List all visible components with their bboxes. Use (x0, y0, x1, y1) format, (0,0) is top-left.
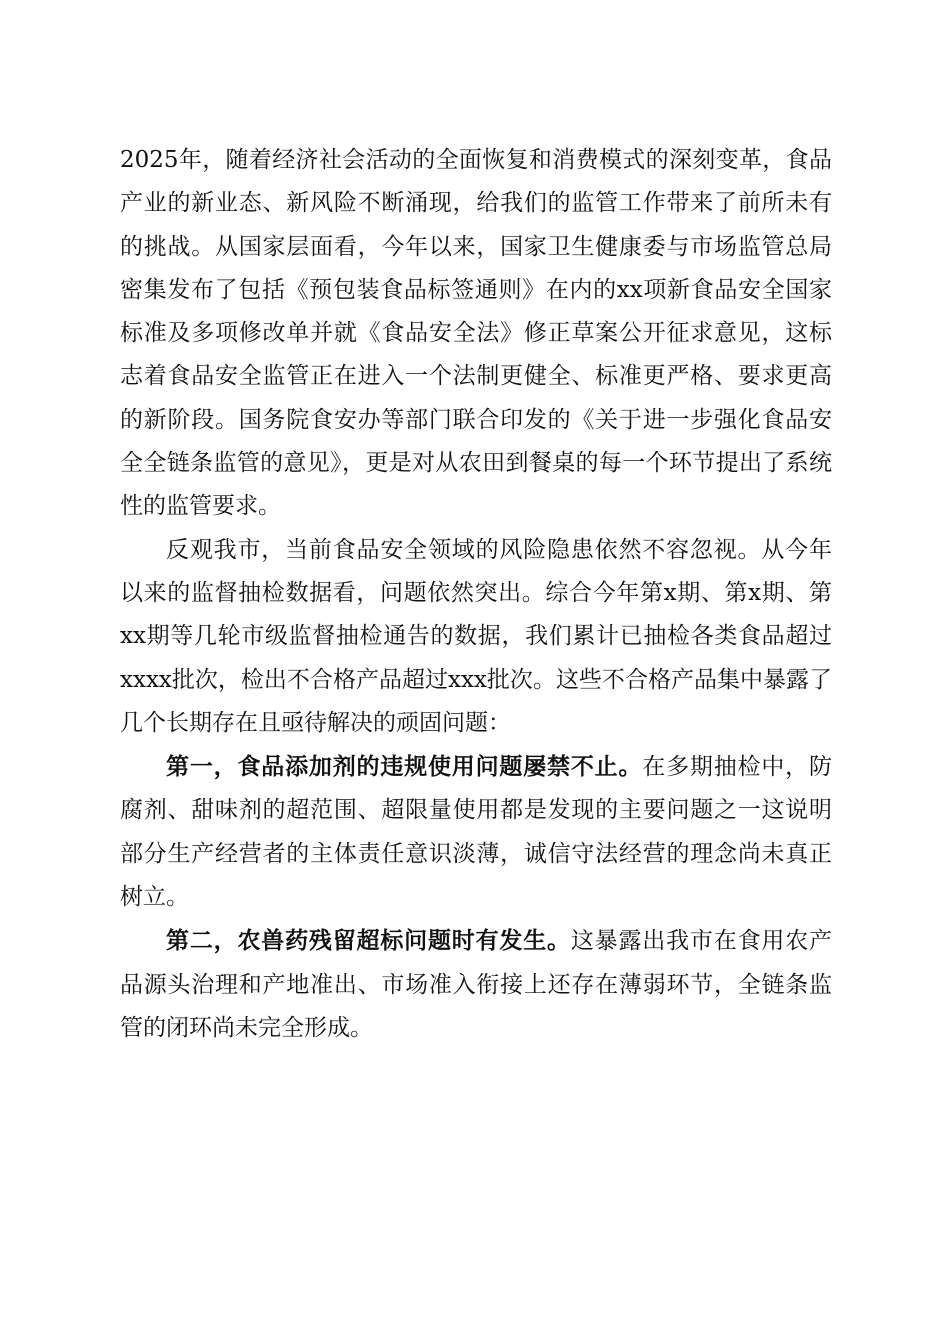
paragraph-intro-text: 2025年，随着经济社会活动的全面恢复和消费模式的深刻变革，食品产业的新业态、新风险不断涌现，给我们的监管工作带来了前所未有的挑战。从国家层面看，今年以来，国家卫生健康委与市场监管总局密集发布了包括《预包装食品标签通则》在内的xx项新食品安全国家标准及多项修改单并就《食品安全法》修正草案公开征求意见，这标志着食品安全监管正在进入一个法制更健全、标准更严格、要求更高的新阶段。国务院食安办等部门联合印发的《关于进一步强化食品安全全链条监管的意见》，更是对从农田到餐桌的每一个环节提出了系统性的监管要求。 (120, 147, 832, 520)
paragraph-local-situation (120, 529, 832, 745)
paragraph-point-two-lead: 第二，农兽药残留超标问题时有发生。 (166, 927, 571, 955)
paragraph-point-one-lead: 第一，食品添加剂的违规使用问题屡禁不止。 (166, 753, 643, 781)
paragraph-point-two-text: 这暴露出我市在食用农产品源头治理和产地准出、市场准入衔接上还存在薄弱环节，全链条监管的闭环尚未完全形成。 (120, 928, 833, 1041)
paragraph-intro (120, 139, 832, 529)
paragraph-local-situation-text: 反观我市，当前食品安全领域的风险隐患依然不容忽视。从今年以来的监督抽检数据看，问题依然突出。综合今年第x期、第x期、第xx期等几轮市级监督抽检通告的数据，我们累计已抽检各类食品超过xxxx批次，检出不合格产品超过xxx批次。这些不合格产品集中暴露了几个长期存在且亟待解决的顽固问题： (120, 536, 832, 736)
paragraph-point-one-text: 在多期抽检中，防腐剂、甜味剂的超范围、超限量使用都是发现的主要问题之一这说明部分生产经营者的主体责任意识淡薄，诚信守法经营的理念尚未真正树立。 (120, 754, 833, 911)
paragraph-point-one (120, 745, 832, 919)
document-body (120, 139, 832, 1050)
paragraph-point-two (120, 919, 832, 1050)
